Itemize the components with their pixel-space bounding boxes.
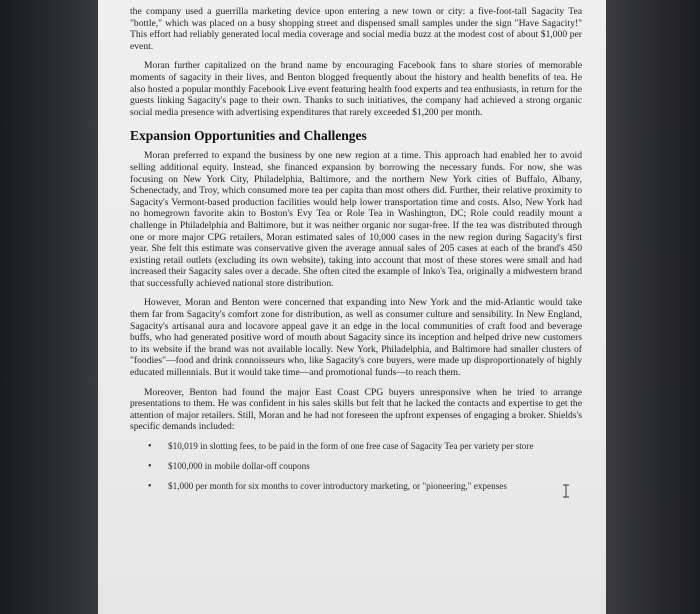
paragraph-cpg-buyers: Moreover, Benton had found the major East Coast CPG buyers unresponsive when he tried to arrange presentations to them. He was confident in his sales skills but felt that he lacked the contacts and expertise to get the attention of major retailers. Still, Moran and he had not foreseen the upfront expenses of engaging a broker. Shields's specific demands included:	[130, 386, 582, 433]
paragraph-concerns: However, Moran and Benton were concerned that expanding into New York and the mid-Atlantic would take them far from Sagacity's comfort zone for distribution, as well as consumer culture and sensibility. In New England, Sagacity's artisanal aura and locavore appeal gave it an edge in the local communities of craft food and beverage buffs, who had generated positive word of mouth about Sagacity since its inception and helped drive new customers to its website if the brand was not available locally. New York, Philadelphia, and Baltimore had smaller clusters of "foodies"—food and drink connoisseurs who, like Sagacity's core buyers, were made up disproportionately of highly educated millennials. But it would take time—and promotional funds—to reach them.	[130, 297, 582, 379]
demands-list	[130, 441, 582, 493]
paragraph-guerrilla-marketing: the company used a guerrilla marketing device upon entering a new town or city: a five-foot-tall Sagacity Tea "bottle," which was placed on a busy shopping street and dispensed small samples under the sign "Have Sagacity!" This effort had reliably generated local media coverage and social media buzz at the modest cost of about $1,000 per event.	[130, 6, 582, 52]
section-heading: Expansion Opportunities and Challenges	[130, 128, 367, 144]
bullet-icon: •	[148, 441, 152, 452]
bullet-icon: •	[148, 461, 152, 473]
left-bezel	[0, 0, 98, 614]
document-page[interactable]	[98, 0, 606, 614]
i-beam-cursor-icon	[561, 484, 571, 498]
list-item	[148, 441, 582, 452]
bullet-icon: •	[148, 481, 152, 493]
list-item-text: $10,019 in slotting fees, to be paid in the form of one free case of Sagacity Tea per variety per store	[168, 441, 534, 451]
paragraph-facebook-fans: Moran further capitalized on the brand name by encouraging Facebook fans to share stories of memorable moments of sagacity in their lives, and Benton blogged frequently about the history and health benefits of tea. He also hosted a popular monthly Facebook Live event featuring health food experts and tea enthusiasts, in return for the guests linking Sagacity's page to their own. Thanks to such initiatives, the company had achieved a strong organic social media presence with advertising expenditures that rarely exceeded $1,200 per month.	[130, 60, 582, 118]
paragraph-expansion-region: Moran preferred to expand the business by one new region at a time. This approach had enabled her to avoid selling additional equity. Instead, she financed expansion by borrowing the necessary funds. For now, she was focusing on New York City, Philadelphia, Baltimore, and the northern New York cities of Buffalo, Albany, Schenectady, and Troy, which consumed more tea per capita than most others did. Further, their relative proximity to Sagacity's Vermont-based production facilities would help lower transportation time and costs. Also, New York had no homegrown favorite akin to Boston's Evy Tea or Role Tea in Washington, DC; Role could readily mount a challenge in Philadelphia and Baltimore, but it was neither organic nor sugar-free. If the tea was distributed through one or more major CPG retailers, Moran estimated sales of 10,000 cases in the new region during Sagacity's first year. She felt this estimate was conservative given the average annual sales of 205 cases at each of the brand's 450 existing retail outlets (excluding its own website), taking into account that most of these stores were small and had increased their Sagacity sales over a decade. She often cited the example of Inko's Tea, originally a midwestern brand that successfully achieved national store distribution.	[130, 150, 582, 289]
list-item-text: $1,000 per month for six months to cover introductory marketing, or "pioneering," expenses	[168, 481, 507, 492]
right-bezel	[604, 0, 700, 614]
list-item-text: $100,000 in mobile dollar-off coupons	[168, 461, 310, 472]
list-item	[148, 481, 582, 493]
list-item	[148, 461, 582, 473]
document-content	[130, 6, 582, 502]
